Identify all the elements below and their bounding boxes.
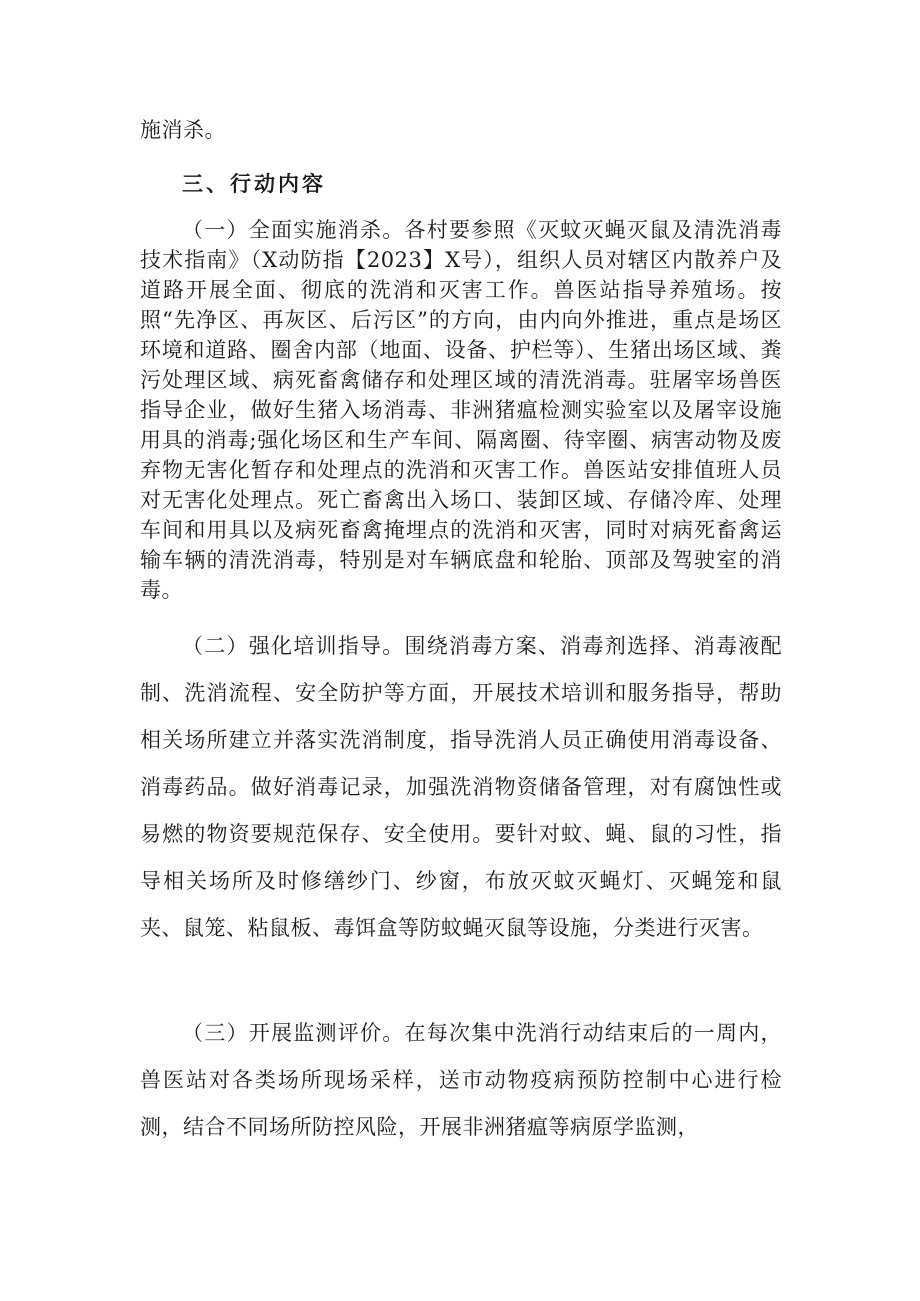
paragraph-full-disinfection: （一）全面实施消杀。各村要参照《灭蚊灭蝇灭鼠及清洗消毒技术指南》（X动防指【2023】X号），组织人员对辖区内散养户及道路开展全面、彻底的洗消和灭害工作。兽医站指导养殖场。按照“先净区、再灰区、后污区”的方向，由内向外推进，重点是场区环境和道路、圈舍内部（地面、设备、护栏等）、生猪出场区域、粪污处理区域、病死畜禽储存和处理区域的清洗消毒。驻屠宰场兽医指导企业，做好生猪入场消毒、非洲猪瘟检测实验室以及屠宰设施用具的消毒;强化场区和生产车间、隔离圈、待宰圈、病害动物及废弃物无害化暂存和处理点的洗消和灭害工作。兽医站安排值班人员对无害化处理点。死亡畜禽出入场口、装卸区域、存储冷库、处理车间和用具以及病死畜禽掩埋点的洗消和灭害，同时对病死畜禽运输车辆的清洗消毒，特别是对车辆底盘和轮胎、顶部及驾驶室的消毒。 — [140, 218, 782, 602]
section-heading: 三、行动内容 — [182, 171, 326, 196]
paragraph-training-guidance: （二）强化培训指导。围绕消毒方案、消毒剂选择、消毒液配制、洗消流程、安全防护等方面，开展技术培训和服务指导，帮助相关场所建立并落实洗消制度，指导洗消人员正确使用消毒设备、消毒药品。做好消毒记录，加强洗消物资储备管理，对有腐蚀性或易燃的物资要规范保存、安全使用。要针对蚊、蝇、鼠的习性，指导相关场所及时修缮纱门、纱窗，布放灭蚊灭蝇灯、灭蝇笼和鼠夹、鼠笼、粘鼠板、毒饵盒等防蚊蝇灭鼠等设施，分类进行灭害。 — [140, 634, 782, 940]
previous-paragraph-tail: 施消杀。 — [140, 118, 226, 142]
paragraph-monitoring-evaluation: （三）开展监测评价。在每次集中洗消行动结束后的一周内，兽医站对各类场所现场采样，送市动物疫病预防控制中心进行检测，结合不同场所防控风险，开展非洲猪瘟等病原学监测， — [140, 1021, 782, 1139]
